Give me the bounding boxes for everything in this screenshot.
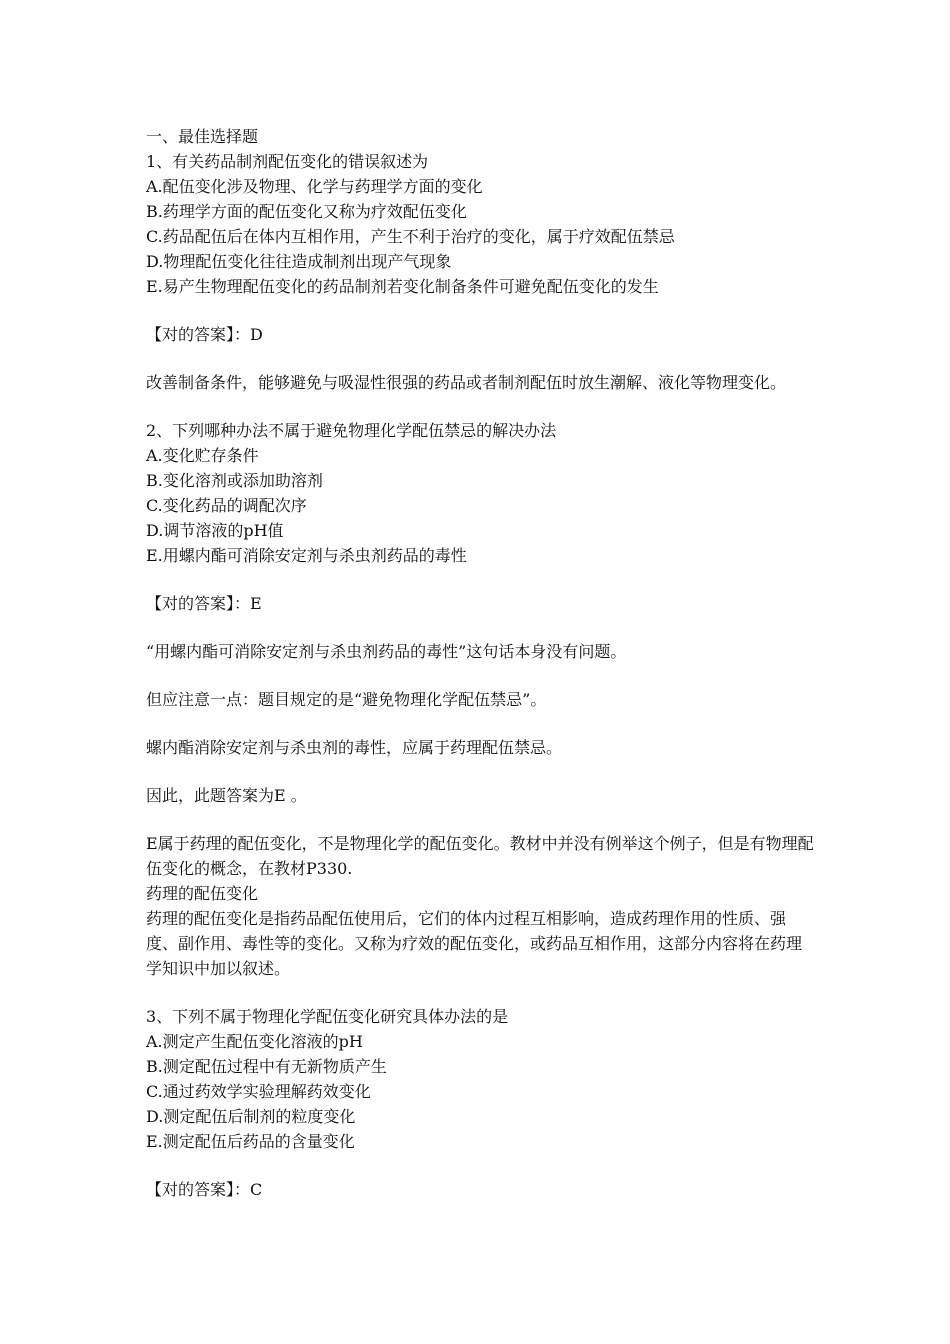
section-title: 一、最佳选择题	[146, 127, 259, 146]
document-page	[146, 124, 816, 1202]
question-2-explanation-1: “用螺内酯可消除安定剂与杀虫剂药品的毒性”这句话本身没有问题。	[146, 642, 627, 661]
question-2-explanation-3: 螺内酯消除安定剂与杀虫剂的毒性，应属于药理配伍禁忌。	[146, 738, 563, 757]
question-2-stem: 2、下列哪种办法不属于避免物理化学配伍禁忌的解决办法	[146, 421, 557, 440]
question-2-option-d: D.调节溶液的pH值	[146, 521, 284, 540]
question-2-option-c: C.变化药品的调配次序	[146, 496, 307, 515]
question-2-extra-paragraph: E属于药理的配伍变化，不是物理化学的配伍变化。教材中并没有例举这个例子，但是有物理配伍变化的概念，在教材P330.	[146, 834, 814, 878]
question-2-option-a: A.变化贮存条件	[146, 446, 259, 465]
question-3-option-b: B.测定配伍过程中有无新物质产生	[146, 1057, 387, 1076]
question-1-option-d: D.物理配伍变化往往造成制剂出现产气现象	[146, 252, 452, 271]
question-1-option-b: B.药理学方面的配伍变化又称为疗效配伍变化	[146, 202, 467, 221]
question-2-sub-paragraph: 药理的配伍变化是指药品配伍使用后，它们的体内过程互相影响，造成药理作用的性质、强度、副作用、毒性等的变化。又称为疗效的配伍变化，或药品互相作用，这部分内容将在药理学知识中加以叙述。	[146, 909, 803, 978]
question-1-explanation: 改善制备条件，能够避免与吸湿性很强的药品或者制剂配伍时放生潮解、液化等物理变化。	[146, 373, 787, 392]
question-2-option-e: E.用螺内酯可消除安定剂与杀虫剂药品的毒性	[146, 546, 467, 565]
question-1-option-a: A.配伍变化涉及物理、化学与药理学方面的变化	[146, 177, 483, 196]
question-1-stem: 1、有关药品制剂配伍变化的错误叙述为	[146, 152, 429, 171]
question-1-answer: 【对的答案】：D	[146, 325, 263, 344]
question-3-option-d: D.测定配伍后制剂的粒度变化	[146, 1107, 356, 1126]
question-1-option-c: C.药品配伍后在体内互相作用，产生不利于治疗的变化，属于疗效配伍禁忌	[146, 227, 675, 246]
question-2-option-b: B.变化溶剂或添加助溶剂	[146, 471, 323, 490]
question-2-explanation-4: 因此，此题答案为E 。	[146, 786, 307, 805]
question-3-option-a: A.测定产生配伍变化溶液的pH	[146, 1032, 363, 1051]
question-2-answer: 【对的答案】：E	[146, 594, 262, 613]
question-3-answer: 【对的答案】：C	[146, 1180, 263, 1199]
question-3-stem: 3、下列不属于物理化学配伍变化研究具体办法的是	[146, 1007, 509, 1026]
question-3-option-c: C.通过药效学实验理解药效变化	[146, 1082, 371, 1101]
question-2-sub-heading: 药理的配伍变化	[146, 884, 259, 903]
question-1-option-e: E.易产生物理配伍变化的药品制剂若变化制备条件可避免配伍变化的发生	[146, 277, 659, 296]
question-3-option-e: E.测定配伍后药品的含量变化	[146, 1132, 355, 1151]
question-2-explanation-2: 但应注意一点：题目规定的是“避免物理化学配伍禁忌”。	[146, 690, 547, 709]
